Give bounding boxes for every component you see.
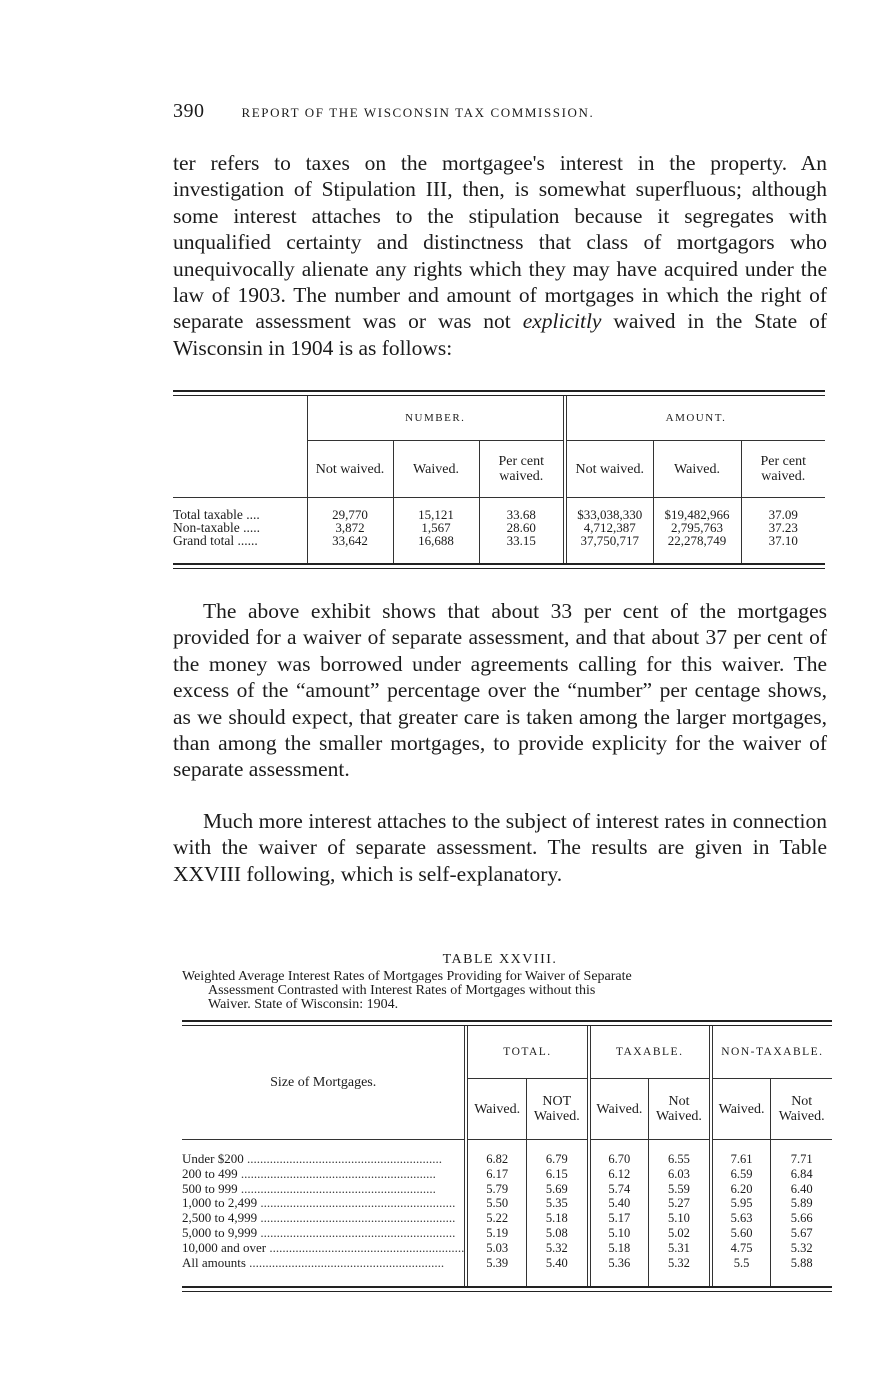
row-label <box>182 1196 466 1211</box>
table-cell: 5.66 <box>771 1211 832 1226</box>
paragraph-1-text: ter refers to taxes on the mortgagee's interest in the property. An investigation of Stipulation III, then, is somewhat superfluous; although some interest attaches to the stipulation because it segregates with unqualified certainty and distinctness that class of mortgagors who unequivocally alienate any rights which they may have acquired under the law of 1903. The number and amount of mortgages in which the right of separate assessment was or was not <box>173 151 827 334</box>
table-cell: 5.67 <box>771 1226 832 1241</box>
table-cell: 5.22 <box>466 1211 526 1226</box>
table-bottom-rule <box>182 1286 832 1292</box>
table-row <box>182 1167 832 1182</box>
table-cell: 5.36 <box>589 1256 649 1287</box>
table-cell: 5.32 <box>526 1241 588 1256</box>
table-row <box>173 521 825 534</box>
table-cell: 6.84 <box>771 1167 832 1182</box>
table-row <box>182 1256 832 1287</box>
table-row <box>182 1241 832 1256</box>
table-row <box>182 1211 832 1226</box>
table-cell: 5.50 <box>466 1196 526 1211</box>
table-cell: 15,121 <box>393 498 479 522</box>
emphasis-explicitly: explicitly <box>522 309 602 334</box>
table-cell: 5.79 <box>466 1182 526 1197</box>
running-header <box>173 100 833 123</box>
leader-dots: ............................................................ <box>237 1166 436 1181</box>
group-header-total: TOTAL. <box>466 1026 588 1079</box>
table-row <box>182 1226 832 1241</box>
row-label-text: Under $200 <box>182 1151 244 1166</box>
row-label-text: 1,000 to 2,499 <box>182 1196 258 1211</box>
table-cell: 5.32 <box>771 1241 832 1256</box>
leader-dots: ............................................................ <box>245 1255 445 1270</box>
interest-rates-table <box>182 1020 832 1292</box>
row-label-text: 10,000 and over <box>182 1240 267 1255</box>
table-cell: 16,688 <box>393 534 479 563</box>
table-cell: 5.69 <box>526 1182 588 1197</box>
leader-dots: ............................................................ <box>266 1240 465 1255</box>
row-label <box>182 1211 466 1226</box>
leader-dots: ............................................................ <box>237 1181 436 1196</box>
table-cell: 5.60 <box>711 1226 771 1241</box>
table-row <box>173 498 825 522</box>
table-cell: 5.32 <box>649 1256 711 1287</box>
table-cell: 5.08 <box>526 1226 588 1241</box>
leader-dots: ............................................................ <box>257 1196 456 1211</box>
table-cell: 5.63 <box>711 1211 771 1226</box>
row-label <box>182 1167 466 1182</box>
table-cell: 4,712,387 <box>565 521 653 534</box>
group-header-taxable: TAXABLE. <box>589 1026 711 1079</box>
table-description-line-1: Weighted Average Interest Rates of Mortgages Providing for Waiver of Separate <box>182 969 632 984</box>
table-cell: 5.10 <box>649 1211 711 1226</box>
table-cell: 4.75 <box>711 1241 771 1256</box>
row-label <box>182 1241 466 1256</box>
page-number: 390 <box>173 100 205 122</box>
table-cell: 5.59 <box>649 1182 711 1197</box>
table-cell: 5.02 <box>649 1226 711 1241</box>
col-header-taxable-waived: Waived. <box>589 1079 649 1140</box>
table-cell: 22,278,749 <box>653 534 741 563</box>
table-row <box>182 1196 832 1211</box>
table-cell: $33,038,330 <box>565 498 653 522</box>
paragraph-2-text: The above exhibit shows that about 33 per cent of the mortgages provided for a waiver of separate assessment, and that about 37 per cent of the money was borrowed under agreements calling for this waiver. The excess of the “amount” percentage over the “number” per centage shows, as we should expect, that greater care is taken among the larger mortgages, than among the smaller mortgages, to provide explicity for the waiver of separate assessment. <box>173 599 827 782</box>
row-label-text: 5,000 to 9,999 <box>182 1225 258 1240</box>
table-cell: 5.88 <box>771 1256 832 1287</box>
col-header-taxable-not-waived: Not Waived. <box>649 1079 711 1140</box>
table-cell: 5.39 <box>466 1256 526 1287</box>
row-label-text: 2,500 to 4,999 <box>182 1211 258 1226</box>
group-header-amount: AMOUNT. <box>565 396 825 441</box>
body-paragraph-1 <box>173 150 827 361</box>
table-cell: 5.19 <box>466 1226 526 1241</box>
col-header-nontaxable-waived: Waived. <box>711 1079 771 1140</box>
table-cell: 33.68 <box>479 498 565 522</box>
col-header-amount-percent: Per cent waived. <box>741 441 825 498</box>
table-title: TABLE XXVIII. <box>442 952 558 967</box>
table-cell: 5.74 <box>589 1182 649 1197</box>
table-cell: 33.15 <box>479 534 565 563</box>
table-cell: 6.70 <box>589 1140 649 1167</box>
running-title: REPORT OF THE WISCONSIN TAX COMMISSION. <box>241 105 595 120</box>
col-header-amount-not-waived: Not waived. <box>565 441 653 498</box>
table-cell: 7.71 <box>771 1140 832 1167</box>
table-cell: 5.40 <box>526 1256 588 1287</box>
row-label-text: All amounts <box>182 1255 246 1270</box>
table-cell: 5.5 <box>711 1256 771 1287</box>
table-cell: 5.10 <box>589 1226 649 1241</box>
row-label: Total taxable .... <box>173 507 260 522</box>
table-cell: 6.03 <box>649 1167 711 1182</box>
leader-dots: ............................................................ <box>257 1211 456 1226</box>
table-cell: 6.20 <box>711 1182 771 1197</box>
body-paragraph-2 <box>173 598 827 783</box>
table-cell: 6.55 <box>649 1140 711 1167</box>
paragraph-1-end: waived in the State of Wisconsin in 1904 is as follows: <box>173 309 828 360</box>
row-label <box>182 1226 466 1241</box>
paragraph-3-text: Much more interest attaches to the subject of interest rates in connection with the waiver of separate assessment. The results are given in Table XXVIII following, which is self-explanatory. <box>173 809 827 886</box>
table-description-line-3: Waiver. State of Wisconsin: 1904. <box>208 997 399 1012</box>
table-cell: 6.82 <box>466 1140 526 1167</box>
table-cell: 7.61 <box>711 1140 771 1167</box>
table-cell: 37,750,717 <box>565 534 653 563</box>
table-cell: 37.09 <box>741 498 825 522</box>
table-cell: 5.17 <box>589 1211 649 1226</box>
col-header-total-waived: Waived. <box>466 1079 526 1140</box>
waiver-summary-table <box>173 390 825 569</box>
row-label: Grand total ...... <box>173 533 258 548</box>
table-cell: 5.95 <box>711 1196 771 1211</box>
table-cell: $19,482,966 <box>653 498 741 522</box>
leader-dots: ............................................................ <box>243 1151 442 1166</box>
table-cell: 6.15 <box>526 1167 588 1182</box>
table-description <box>182 970 830 1012</box>
table-row <box>173 534 825 563</box>
table-cell: 28.60 <box>479 521 565 534</box>
row-label <box>182 1140 466 1167</box>
col-header-number-not-waived: Not waived. <box>307 441 393 498</box>
table-cell: 2,795,763 <box>653 521 741 534</box>
table-cell: 37.23 <box>741 521 825 534</box>
table-cell: 33,642 <box>307 534 393 563</box>
table-bottom-rule <box>173 563 825 569</box>
row-label-text: 200 to 499 <box>182 1166 238 1181</box>
stub-header-size: Size of Mortgages. <box>182 1026 466 1140</box>
group-header-non-taxable: NON-TAXABLE. <box>711 1026 832 1079</box>
table-cell: 5.40 <box>589 1196 649 1211</box>
row-label <box>182 1182 466 1197</box>
table-row <box>182 1140 832 1167</box>
group-header-number: NUMBER. <box>307 396 565 441</box>
table-cell: 5.27 <box>649 1196 711 1211</box>
table-cell: 5.89 <box>771 1196 832 1211</box>
table-row <box>182 1182 832 1197</box>
table-cell: 5.18 <box>589 1241 649 1256</box>
table-cell: 6.12 <box>589 1167 649 1182</box>
body-paragraph-3 <box>173 808 827 887</box>
table-cell: 29,770 <box>307 498 393 522</box>
row-label-text: 500 to 999 <box>182 1181 238 1196</box>
row-label <box>182 1256 466 1287</box>
table-description-line-2: Assessment Contrasted with Interest Rates of Mortgages without this <box>208 983 596 998</box>
col-header-nontaxable-not-waived: Not Waived. <box>771 1079 832 1140</box>
table-cell: 6.40 <box>771 1182 832 1197</box>
table-cell: 37.10 <box>741 534 825 563</box>
col-header-number-waived: Waived. <box>393 441 479 498</box>
table-cell: 3,872 <box>307 521 393 534</box>
stub-header-blank <box>173 396 307 498</box>
table-cell: 5.18 <box>526 1211 588 1226</box>
table-cell: 5.31 <box>649 1241 711 1256</box>
table-cell: 6.17 <box>466 1167 526 1182</box>
leader-dots: ............................................................ <box>257 1225 456 1240</box>
table-cell: 5.03 <box>466 1241 526 1256</box>
table-cell: 5.35 <box>526 1196 588 1211</box>
table-cell: 1,567 <box>393 521 479 534</box>
col-header-total-not-waived: NOT Waived. <box>526 1079 588 1140</box>
col-header-number-percent: Per cent waived. <box>479 441 565 498</box>
table-cell: 6.79 <box>526 1140 588 1167</box>
col-header-amount-waived: Waived. <box>653 441 741 498</box>
row-label: Non-taxable ..... <box>173 520 260 535</box>
table-cell: 6.59 <box>711 1167 771 1182</box>
